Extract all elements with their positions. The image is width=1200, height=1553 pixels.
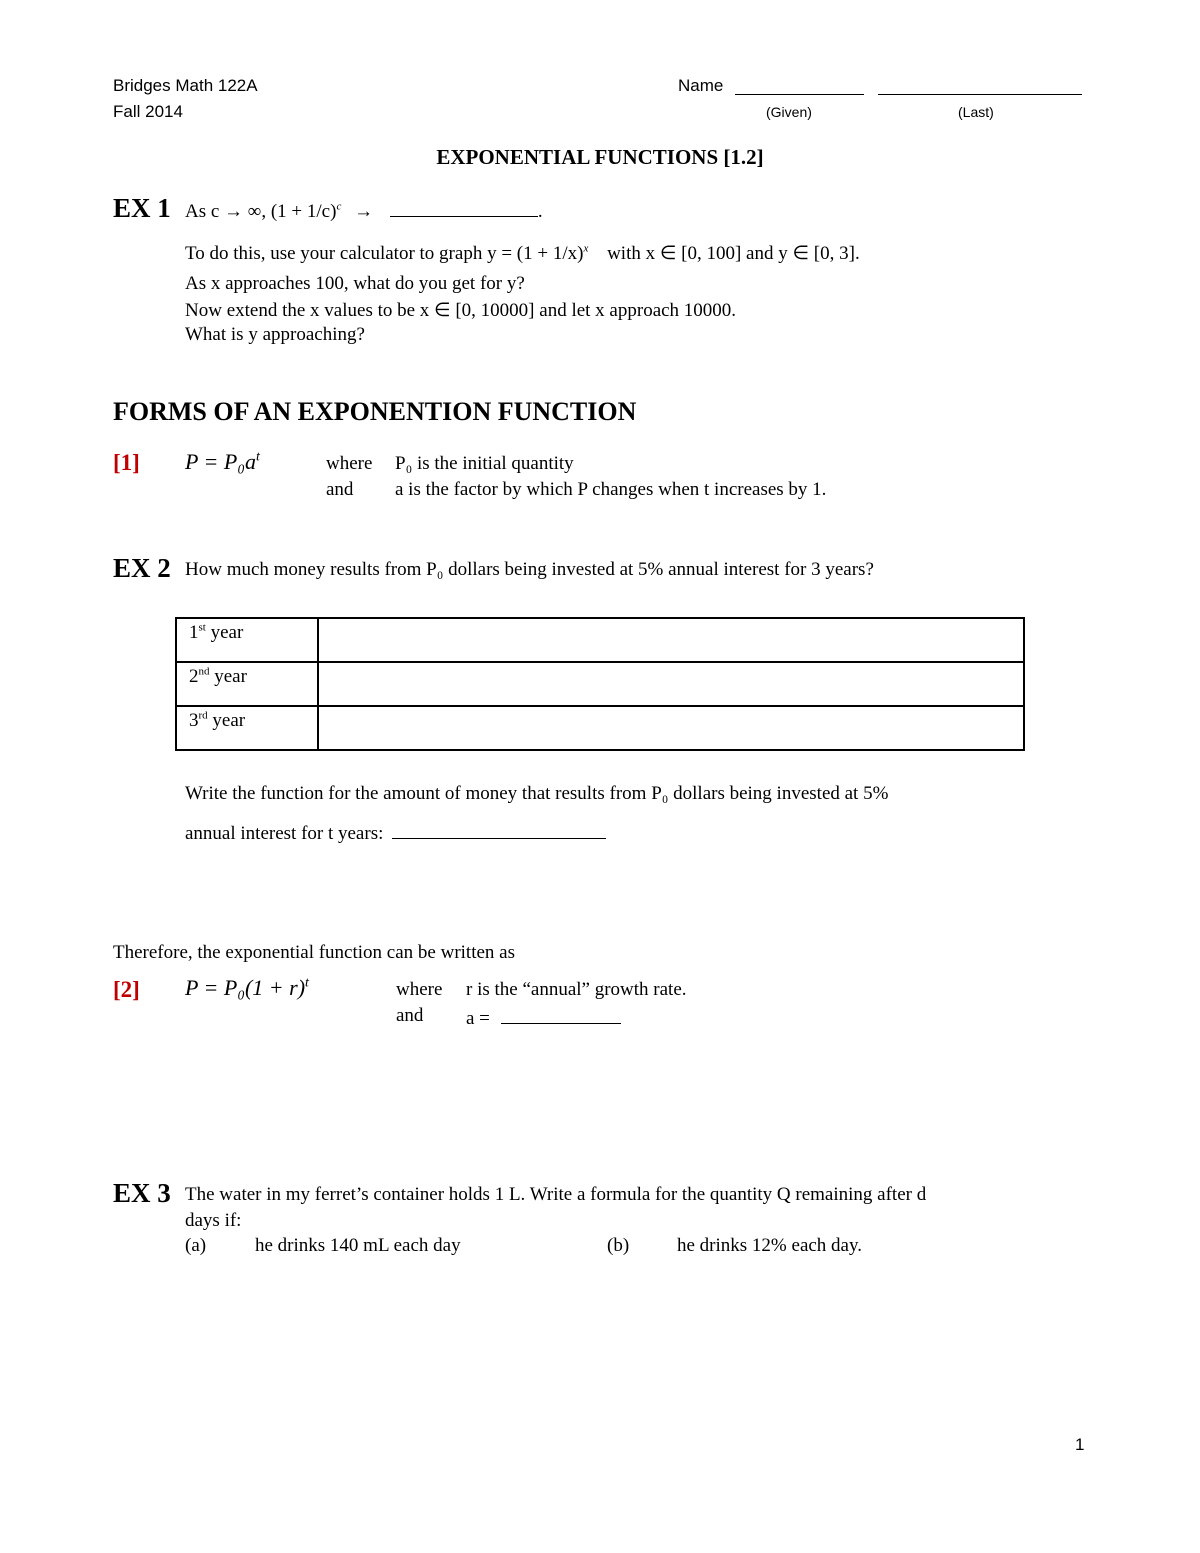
ex1-graph-exponent: x [583, 242, 589, 255]
ex1-graph-window: with x ∈ [0, 100] and y ∈ [0, 3]. [607, 243, 860, 264]
page-title: EXPONENTIAL FUNCTIONS [1.2] [436, 145, 764, 169]
form1-formula-base: P = P₀a [185, 449, 256, 474]
form1-formula [185, 449, 260, 475]
ex1-line2 [185, 242, 860, 265]
last-label: (Last) [958, 104, 994, 120]
ex3-part-a-text: he drinks 140 mL each day [255, 1235, 461, 1256]
form2-formula-exponent: t [305, 975, 309, 991]
ex1-line1: As c → ∞, $(1 + 1/c)^c$ → . [185, 198, 543, 223]
ex1-line4: Now extend the x values to be x ∈ [0, 10000] and let x approach 10000. [185, 300, 737, 321]
table-row [176, 662, 1024, 706]
term: Fall 2014 [113, 102, 183, 121]
ex1-arrow: → [354, 201, 374, 222]
form2-a-blank[interactable] [501, 1005, 621, 1024]
given-name-blank[interactable] [735, 78, 864, 95]
course-name: Bridges Math 122A [113, 76, 258, 95]
form1-and-label: and [326, 479, 354, 500]
ex1-line3: As x approaches 100, what do you get for y? [185, 273, 525, 294]
ex1-exponent: c [336, 200, 342, 213]
year-label: 3rd year [176, 706, 318, 750]
form2-a-equals: a = [466, 1008, 490, 1029]
ex3-label: EX 3 [113, 1178, 171, 1208]
ex3-part-b-text: he drinks 12% each day. [677, 1235, 863, 1256]
ex2-write-prompt: annual interest for t years: [185, 823, 384, 844]
ex3-part-a-label: (a) [185, 1235, 207, 1256]
name-label: Name [678, 76, 724, 95]
ex3-part-b-label: (b) [607, 1235, 630, 1256]
ex3-line2: days if: [185, 1210, 242, 1231]
form1-where-label: where [326, 453, 373, 474]
ex3-line1: The water in my ferret’s container holds 1 L. Write a formula for the quantity Q remaining after d [185, 1184, 927, 1205]
ex2-question: How much money results from P₀ dollars being invested at 5% annual interest for 3 years? [185, 559, 874, 580]
form2-formula [185, 975, 309, 1001]
form2-and-text [466, 1005, 621, 1030]
ex2-label: EX 2 [113, 553, 171, 583]
page-number: 1 [1075, 1435, 1085, 1454]
form1-tag: [1] [113, 450, 140, 475]
form2-tag: [2] [113, 977, 140, 1002]
forms-heading: FORMS OF AN EXPONENTION FUNCTION [113, 397, 637, 426]
form2-where-text: r is the “annual” growth rate. [466, 979, 687, 1000]
year-label: 1st year [176, 618, 318, 662]
given-label: (Given) [766, 104, 812, 120]
last-name-blank[interactable] [878, 78, 1082, 95]
year-answer-cell[interactable] [318, 706, 1024, 750]
table-row [176, 706, 1024, 750]
year-label: 2nd year [176, 662, 318, 706]
form1-formula-exponent: t [255, 449, 260, 465]
ex2-write-line1: Write the function for the amount of money that results from P₀ dollars being invested at 5% [185, 783, 889, 804]
ex1-line5: What is y approaching? [185, 324, 365, 345]
form1-where-text: P₀ is the initial quantity [395, 453, 574, 474]
ex2-write-line2 [185, 820, 606, 845]
ex1-answer-blank[interactable] [390, 198, 538, 217]
form2-and-label: and [396, 1005, 424, 1026]
ex1-graph-instruction: To do this, use your calculator to graph y = (1 + 1/x) [185, 243, 584, 264]
form2-formula-base: P = P₀(1 + r) [185, 975, 306, 1000]
year-answer-cell[interactable] [318, 662, 1024, 706]
interest-table [175, 617, 1025, 751]
form2-where-label: where [396, 979, 443, 1000]
ex2-function-blank[interactable] [392, 820, 606, 839]
ex1-limit-expression: As c → ∞, (1 + 1/c) [185, 201, 337, 222]
form1-and-text: a is the factor by which P changes when t increases by 1. [395, 479, 827, 500]
year-answer-cell[interactable] [318, 618, 1024, 662]
therefore-text: Therefore, the exponential function can be written as [113, 942, 515, 963]
ex1-label: EX 1 [113, 193, 171, 223]
table-row [176, 618, 1024, 662]
